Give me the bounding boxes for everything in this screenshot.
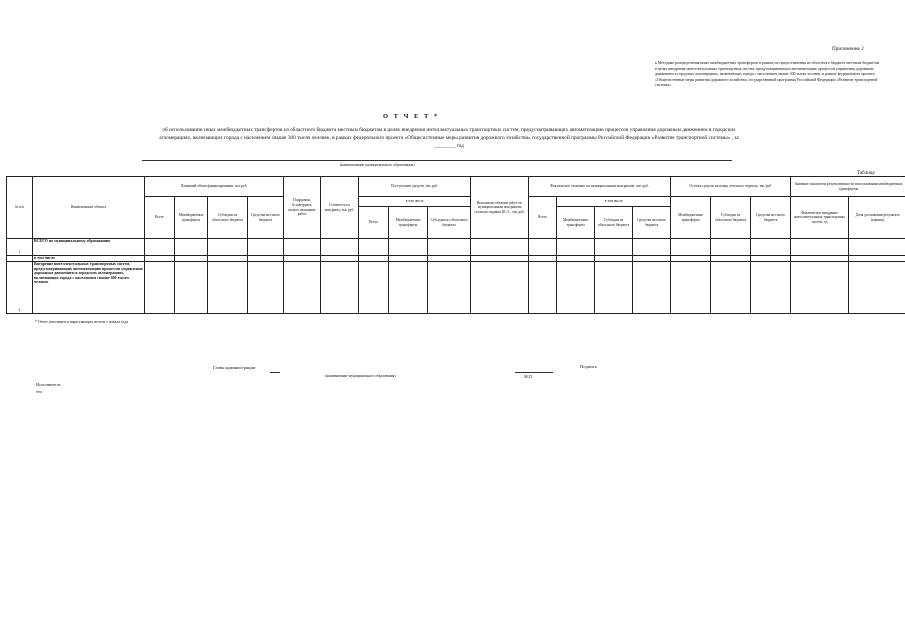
remain-local: Средства местного бюджета — [751, 197, 791, 239]
table-label: Таблица — [857, 171, 875, 176]
indicator-share: Доля достижения результата (единиц) — [849, 197, 905, 239]
col-paid-header: Фактическое оплачено по муниципальным контрактам, тыс.руб. — [529, 177, 671, 197]
executor-block — [36, 381, 61, 395]
col-received-header: Поступление средств, тыс.руб. — [359, 177, 471, 197]
col-result-header: Значение показателя результативности использования межбюджетных трансфертов — [791, 177, 905, 197]
contractor-label: Подрядчик, — [293, 198, 311, 203]
col-name-header: Наименование объекта — [33, 177, 145, 239]
received-incl: в том числе — [359, 197, 471, 207]
row-num-2: 2 — [7, 262, 33, 314]
received-subsidy: Субсидии из областного бюджета — [428, 207, 471, 239]
municipality-caption: (наименование муниципального образования) — [340, 163, 415, 167]
row-num-1: 1 — [7, 239, 33, 256]
remain-mbt: Межбюджетные трансферты — [671, 197, 711, 239]
signature-line — [515, 372, 553, 373]
contract-number-label: № контракта, — [291, 202, 313, 207]
paid-subsidy: Субсидии из областного бюджета — [595, 207, 633, 239]
row-total-label: ВСЕГО по муниципальному образованию — [33, 239, 145, 256]
executor-phone: тел — [36, 389, 43, 394]
indicator-fact: Фактическое внедрение интеллектуальных транспортных систем, ед — [791, 197, 849, 239]
col-done-header: Выполнено объемов работ по муниципальным контрактам согласно справки КС-3 , тыс.руб. — [471, 177, 529, 239]
report-table — [6, 176, 905, 314]
executor-label: Исполнитель — [36, 382, 61, 387]
plan-local: Средства местного бюджета — [248, 197, 284, 239]
received-total: Всего — [359, 207, 389, 239]
paid-incl: в том числе — [557, 197, 671, 207]
stamp-label: М.П. — [524, 374, 533, 379]
head-label: Глава администрации — [213, 365, 256, 370]
paid-local: Средства местного бюджета — [633, 207, 671, 239]
name-caption: (наименование муниципального образования) — [325, 374, 396, 378]
municipality-line — [142, 160, 732, 161]
col-cost-header: Стоимость по контракту, тыс.руб. — [321, 177, 359, 239]
received-mbt: Межбюджетные трансферты — [389, 207, 428, 239]
appendix-label: Приложение 2 — [832, 46, 864, 52]
footnote: * Отчет заполняется нарастающим итогом с начала года — [35, 320, 129, 324]
plan-subsidy: Субсидии из областного бюджета — [208, 197, 248, 239]
plan-mbt: Межбюджетные трансферты — [175, 197, 208, 239]
report-title: О Т Ч Е Т * — [383, 113, 440, 120]
signature-label: Подпись — [580, 364, 597, 369]
col-num-header: № п/п — [7, 177, 33, 239]
paid-total: Всего — [529, 197, 557, 239]
plan-total: Всего — [145, 197, 175, 239]
paid-mbt: Межбюджетные трансферты — [557, 207, 595, 239]
col-contractor-header — [284, 177, 321, 239]
head-signature-line — [270, 372, 280, 373]
report-subtitle: об использовании иных межбюджетных трансфертов из областного бюджета местным бюджетам в целях внедрения интеллектуальных транспортных систем, предусматривающих автоматизацию процессов управления дорожным движением в городских агломерациях, включающих города с населением свыше 300 тысяч человек, в рамках федерального проекта «Общесистемные меры развития дорожного хозяйства» государственной программы Российской Федерации «Развитие транспортной системы» , за ________ год — [159, 127, 739, 149]
col-remain-header: Остаток средств на конец отчетного периода, тыс.руб. — [671, 177, 791, 197]
remain-subsidy: Субсидии из областного бюджета — [711, 197, 751, 239]
row-incl-label: в том числе — [33, 256, 145, 262]
contract-dates-label: начало окончание работ — [288, 207, 316, 217]
methodology-reference: к Методике распределения иных межбюджетных трансфертов в рамках их предоставления из областного бюджета местным бюджетам в целях внедрения интеллектуальных транспортных систем, предусматривающих автоматизацию процессов управления дорожным движением в городских агломерациях, включающих города с населением свыше 300 тысяч человек, в рамках федерального проекта «Общесистемные меры развития дорожного хозяйства» государственной программы Российской Федерации «Развитие транспортной системы» — [655, 61, 880, 87]
row-item-label: Внедрение интеллектуальных транспортных систем, предусматривающих автоматизацию процессов управления дорожным движением в городских агломерациях, включающих города с населением свыше 300 тысяч человек — [33, 262, 145, 314]
col-plan-header: Плановый объем финансирования, тыс.руб. — [145, 177, 284, 197]
